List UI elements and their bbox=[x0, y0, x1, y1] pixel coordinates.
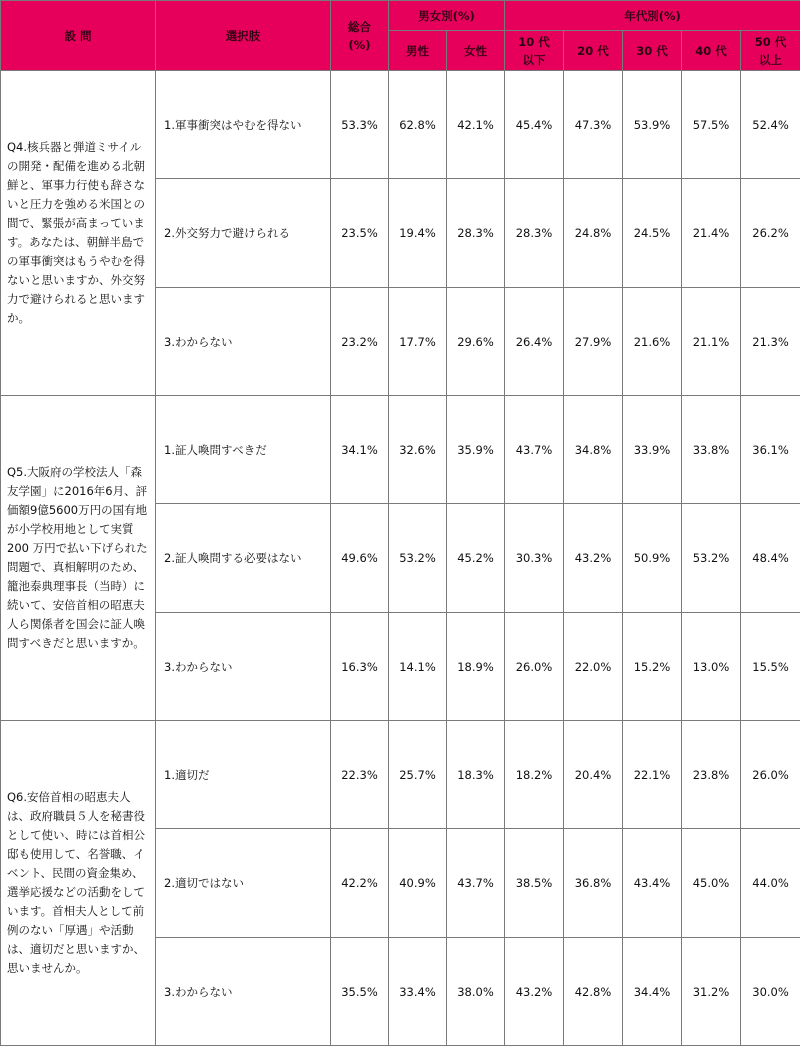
value-male: 14.1% bbox=[389, 613, 447, 721]
value-a50: 15.5% bbox=[741, 613, 800, 721]
value-a40: 23.8% bbox=[682, 721, 741, 829]
value-a20: 43.2% bbox=[564, 504, 623, 613]
table-row bbox=[1, 71, 800, 179]
value-total: 34.1% bbox=[331, 396, 389, 504]
value-total: 23.2% bbox=[331, 288, 389, 396]
question-text: Q4.核兵器と弾道ミサイルの開発・配備を進める北朝鮮と、軍事力行使も辞さないと圧力を強める米国との間で、緊張が高まっています。あなたは、朝鮮半島での軍事衝突はもうやむを得ないと思いますか、外交努力で避けられると思いますか。 bbox=[1, 71, 156, 396]
value-a10: 30.3% bbox=[505, 504, 564, 613]
value-a40: 57.5% bbox=[682, 71, 741, 179]
value-a50: 44.0% bbox=[741, 829, 800, 938]
value-a20: 20.4% bbox=[564, 721, 623, 829]
choice-label: 3.わからない bbox=[156, 613, 331, 721]
value-male: 32.6% bbox=[389, 396, 447, 504]
value-a10: 26.4% bbox=[505, 288, 564, 396]
value-a50: 30.0% bbox=[741, 938, 800, 1046]
value-a20: 47.3% bbox=[564, 71, 623, 179]
choice-label: 3.わからない bbox=[156, 938, 331, 1046]
value-female: 43.7% bbox=[447, 829, 505, 938]
value-a10: 43.2% bbox=[505, 938, 564, 1046]
value-female: 38.0% bbox=[447, 938, 505, 1046]
value-a40: 53.2% bbox=[682, 504, 741, 613]
value-male: 33.4% bbox=[389, 938, 447, 1046]
value-female: 42.1% bbox=[447, 71, 505, 179]
value-a50: 26.2% bbox=[741, 179, 800, 288]
value-a40: 21.4% bbox=[682, 179, 741, 288]
value-a20: 34.8% bbox=[564, 396, 623, 504]
header-age-group: 年代別(%) bbox=[505, 1, 800, 31]
choice-label: 1.適切だ bbox=[156, 721, 331, 829]
header-total-unit: (%) bbox=[348, 37, 371, 52]
value-total: 23.5% bbox=[331, 179, 389, 288]
value-a40: 31.2% bbox=[682, 938, 741, 1046]
question-text: Q5.大阪府の学校法人「森友学園」に2016年6月、評価額9億5600万円の国有地が小学校用地として実質200 万円で払い下げられた問題で、真相解明のため、籠池泰典理事長（当時）に続いて、安倍首相の昭恵夫人ら関係者を国会に証人喚問すべきだと思いますか。 bbox=[1, 396, 156, 721]
value-a30: 21.6% bbox=[623, 288, 682, 396]
table-row bbox=[1, 396, 800, 504]
value-total: 42.2% bbox=[331, 829, 389, 938]
header-age-50: 50 代 以上 bbox=[741, 31, 800, 71]
choice-label: 3.わからない bbox=[156, 288, 331, 396]
choice-label: 1.軍事衝突はやむを得ない bbox=[156, 71, 331, 179]
choice-label: 1.証人喚問すべきだ bbox=[156, 396, 331, 504]
value-a30: 34.4% bbox=[623, 938, 682, 1046]
value-a30: 15.2% bbox=[623, 613, 682, 721]
value-a10: 28.3% bbox=[505, 179, 564, 288]
value-a10: 43.7% bbox=[505, 396, 564, 504]
header-total-label: 総合 bbox=[348, 19, 371, 34]
value-a40: 33.8% bbox=[682, 396, 741, 504]
header-female: 女性 bbox=[447, 31, 505, 71]
value-a50: 48.4% bbox=[741, 504, 800, 613]
value-a50: 36.1% bbox=[741, 396, 800, 504]
value-total: 49.6% bbox=[331, 504, 389, 613]
value-female: 45.2% bbox=[447, 504, 505, 613]
value-total: 53.3% bbox=[331, 71, 389, 179]
value-a10: 38.5% bbox=[505, 829, 564, 938]
value-female: 18.9% bbox=[447, 613, 505, 721]
value-a10: 26.0% bbox=[505, 613, 564, 721]
value-a20: 22.0% bbox=[564, 613, 623, 721]
value-a50: 52.4% bbox=[741, 71, 800, 179]
value-male: 19.4% bbox=[389, 179, 447, 288]
value-a50: 21.3% bbox=[741, 288, 800, 396]
value-a10: 18.2% bbox=[505, 721, 564, 829]
value-total: 35.5% bbox=[331, 938, 389, 1046]
value-a50: 26.0% bbox=[741, 721, 800, 829]
header-age-20: 20 代 bbox=[564, 31, 623, 71]
value-a30: 53.9% bbox=[623, 71, 682, 179]
header-question: 設 問 bbox=[1, 1, 156, 71]
value-male: 40.9% bbox=[389, 829, 447, 938]
header-gender-group: 男女別(%) bbox=[389, 1, 505, 31]
value-female: 18.3% bbox=[447, 721, 505, 829]
question-text: Q6.安倍首相の昭恵夫人は、政府職員５人を秘書役として使い、時には首相公邸も使用して、名誉職、イベント、民間の資金集め、選挙応援などの活動をしています。首相夫人として前例のない「厚遇」や活動は、適切だと思いますか、思いませんか。 bbox=[1, 721, 156, 1046]
value-female: 35.9% bbox=[447, 396, 505, 504]
header-age-10: 10 代 以下 bbox=[505, 31, 564, 71]
header-total bbox=[331, 1, 389, 71]
choice-label: 2.適切ではない bbox=[156, 829, 331, 938]
value-a30: 24.5% bbox=[623, 179, 682, 288]
value-a30: 43.4% bbox=[623, 829, 682, 938]
value-male: 25.7% bbox=[389, 721, 447, 829]
value-a40: 45.0% bbox=[682, 829, 741, 938]
value-male: 62.8% bbox=[389, 71, 447, 179]
value-female: 29.6% bbox=[447, 288, 505, 396]
value-a20: 24.8% bbox=[564, 179, 623, 288]
value-total: 22.3% bbox=[331, 721, 389, 829]
value-total: 16.3% bbox=[331, 613, 389, 721]
header-age-40: 40 代 bbox=[682, 31, 741, 71]
value-a20: 36.8% bbox=[564, 829, 623, 938]
value-male: 17.7% bbox=[389, 288, 447, 396]
value-female: 28.3% bbox=[447, 179, 505, 288]
value-a20: 42.8% bbox=[564, 938, 623, 1046]
value-a20: 27.9% bbox=[564, 288, 623, 396]
choice-label: 2.外交努力で避けられる bbox=[156, 179, 331, 288]
value-a30: 50.9% bbox=[623, 504, 682, 613]
value-a40: 21.1% bbox=[682, 288, 741, 396]
choice-label: 2.証人喚問する必要はない bbox=[156, 504, 331, 613]
value-male: 53.2% bbox=[389, 504, 447, 613]
value-a10: 45.4% bbox=[505, 71, 564, 179]
header-choice: 選択肢 bbox=[156, 1, 331, 71]
header-male: 男性 bbox=[389, 31, 447, 71]
value-a30: 33.9% bbox=[623, 396, 682, 504]
table-row bbox=[1, 721, 800, 829]
value-a40: 13.0% bbox=[682, 613, 741, 721]
value-a30: 22.1% bbox=[623, 721, 682, 829]
header-age-30: 30 代 bbox=[623, 31, 682, 71]
